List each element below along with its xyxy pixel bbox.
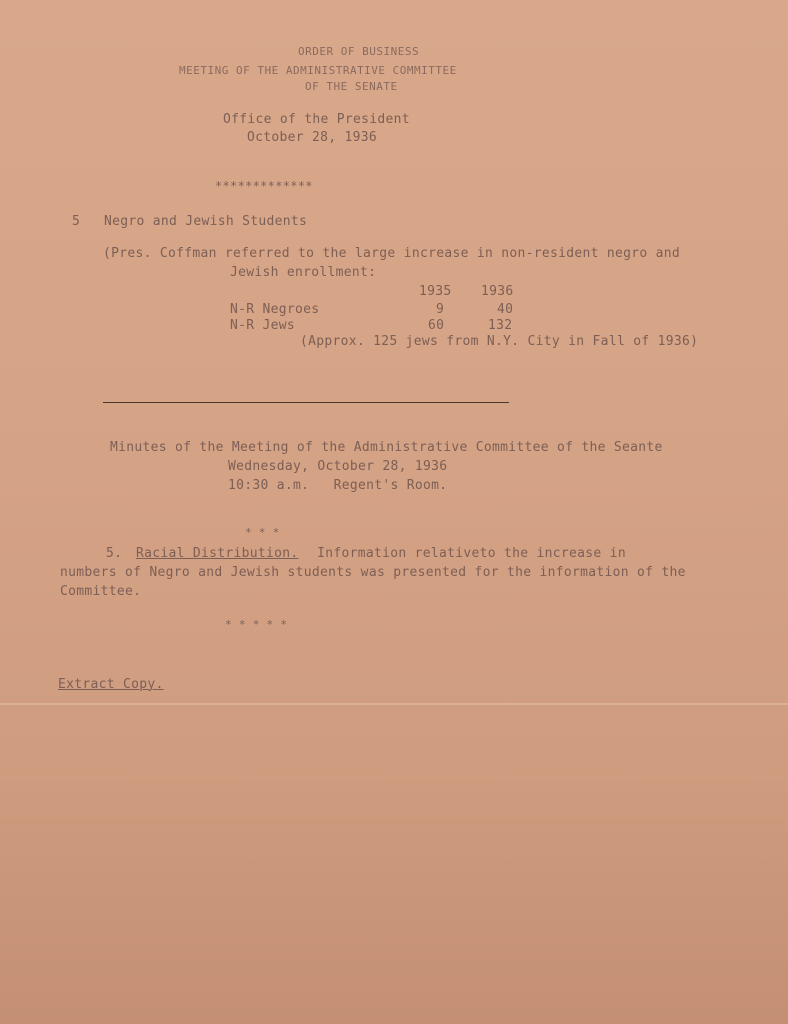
racial-line-1: Information relativeto the increase in [309, 546, 626, 561]
extract-copy-label: Extract Copy. [58, 677, 164, 692]
paper-crease [0, 703, 788, 705]
row-label-jews: N-R Jews [230, 318, 296, 333]
year-header-1935: 1935 [419, 284, 452, 299]
minutes-line-2: Wednesday, October 28, 1936 [228, 459, 448, 474]
year-header-1936: 1936 [481, 284, 514, 299]
stars-small: * * * [245, 526, 280, 539]
office-line: Office of the President [223, 112, 410, 127]
racial-line-3: Committee. [60, 584, 142, 599]
header-line-3: OF THE SENATE [305, 80, 398, 93]
racial-item-number: 5. [106, 546, 123, 561]
stars-separator-top: ************* [215, 179, 313, 193]
minutes-line-3: 10:30 a.m. Regent's Room. [228, 478, 448, 493]
item-title: Negro and Jewish Students [104, 214, 308, 229]
value-jews-1936: 132 [488, 318, 513, 333]
note-line-1: (Pres. Coffman referred to the large increase in non-resident negro and [103, 246, 680, 261]
header-line-2: MEETING OF THE ADMINISTRATIVE COMMITTEE [179, 64, 457, 77]
item-number: 5 [72, 214, 81, 229]
value-negroes-1936: 40 [497, 302, 514, 317]
table-footnote: (Approx. 125 jews from N.Y. City in Fall of 1936) [300, 334, 699, 349]
racial-line-2: numbers of Negro and Jewish students was presented for the information of the [60, 565, 686, 580]
minutes-line-1: Minutes of the Meeting of the Administrative Committee of the Seante [110, 440, 663, 455]
note-line-2: Jewish enrollment: [230, 265, 377, 280]
value-negroes-1935: 9 [436, 302, 445, 317]
value-jews-1935: 60 [428, 318, 445, 333]
office-date: October 28, 1936 [247, 130, 378, 145]
horizontal-rule [103, 402, 509, 403]
stars-bottom: * * * * * [225, 618, 288, 631]
row-label-negroes: N-R Negroes [230, 302, 320, 317]
header-line-1: ORDER OF BUSINESS [298, 45, 420, 58]
racial-item-title: Racial Distribution. [136, 546, 299, 561]
